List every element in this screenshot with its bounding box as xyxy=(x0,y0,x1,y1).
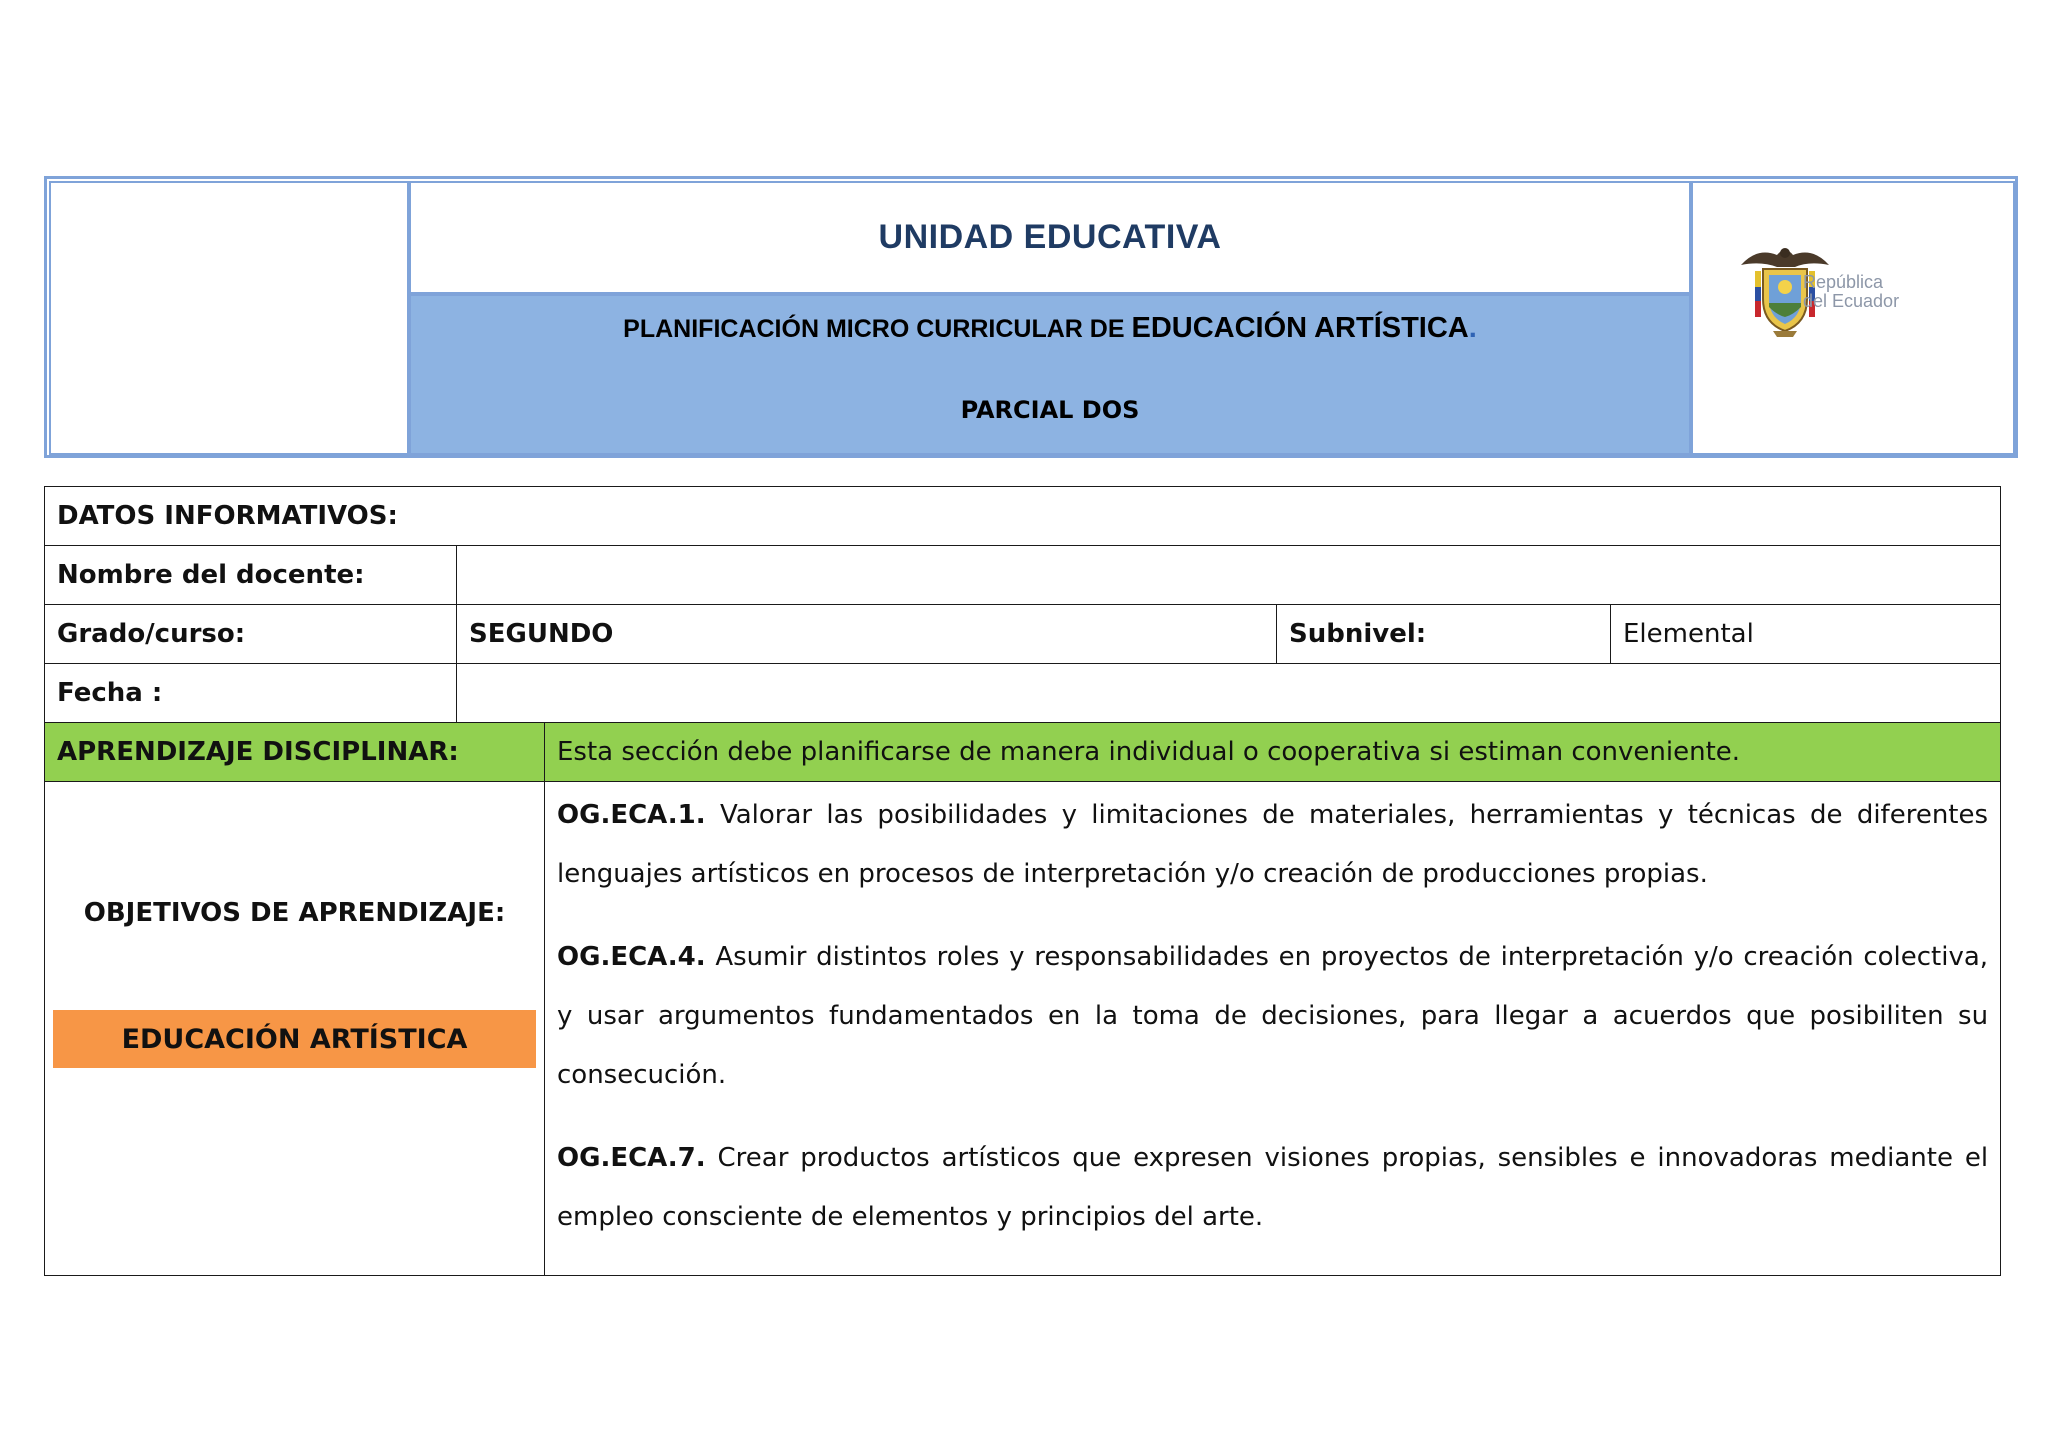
logo-line2: del Ecuador xyxy=(1803,291,1900,311)
subnivel-value[interactable]: Elemental xyxy=(1611,605,2001,664)
objective-item xyxy=(557,786,1988,904)
header-logo-cell xyxy=(1691,181,2015,455)
header-left-cell xyxy=(49,181,409,455)
docente-value[interactable] xyxy=(457,546,2001,605)
table-row xyxy=(45,546,2001,605)
objetivos-label-cell xyxy=(45,782,545,1276)
school-title: UNIDAD EDUCATIVA xyxy=(878,218,1222,256)
logo-line1: República xyxy=(1803,272,1884,292)
plan-title-part1: PLANIFICACIÓN MICRO CURRICULAR DE xyxy=(623,315,1132,343)
objective-item xyxy=(557,1129,1988,1247)
table-row xyxy=(45,782,2001,1276)
fecha-label: Fecha : xyxy=(45,664,457,723)
table-row xyxy=(45,664,2001,723)
objective-code: OG.ECA.7. xyxy=(557,1143,706,1173)
document-header xyxy=(44,176,2018,458)
datos-informativos-heading: DATOS INFORMATIVOS: xyxy=(45,487,2001,546)
partial-label: PARCIAL DOS xyxy=(960,396,1140,424)
plan-title-part2: EDUCACIÓN ARTÍSTICA xyxy=(1131,312,1469,344)
objetivos-list xyxy=(545,782,2001,1276)
republic-logo-text xyxy=(1803,273,1899,311)
header-subtitle-band xyxy=(409,294,1691,455)
grado-label: Grado/curso: xyxy=(45,605,457,664)
objective-code: OG.ECA.4. xyxy=(557,942,706,972)
aprendizaje-disciplinar-label: APRENDIZAJE DISCIPLINAR: xyxy=(45,723,545,782)
header-title-cell xyxy=(409,181,1691,294)
objective-item xyxy=(557,928,1988,1105)
table-row xyxy=(45,605,2001,664)
objective-text: Asumir distintos roles y responsabilidades en proyectos de interpretación y/o creación colectiva, y usar argumentos fundamentados en la toma de decisiones, para llegar a acuerdos que posibiliten su consecución. xyxy=(557,942,1989,1090)
grado-value[interactable]: SEGUNDO xyxy=(457,605,1277,664)
fecha-value[interactable] xyxy=(457,664,2001,723)
objetivos-title: OBJETIVOS DE APRENDIZAJE: xyxy=(83,898,506,928)
table-row xyxy=(45,487,2001,546)
aprendizaje-note: Esta sección debe planificarse de manera individual o cooperativa si estiman conveniente. xyxy=(545,723,2001,782)
docente-label: Nombre del docente: xyxy=(45,546,457,605)
table-row xyxy=(45,723,2001,782)
objective-code: OG.ECA.1. xyxy=(557,800,706,830)
informative-data-table xyxy=(44,486,2001,1276)
plan-title-dot: . xyxy=(1468,312,1477,344)
subnivel-label: Subnivel: xyxy=(1277,605,1611,664)
plan-title xyxy=(411,312,1689,345)
objective-text: Crear productos artísticos que expresen visiones propias, sensibles e innovadoras mediante el empleo consciente de elementos y principios del arte. xyxy=(557,1143,1989,1232)
subject-badge: EDUCACIÓN ARTÍSTICA xyxy=(53,1010,536,1068)
objective-text: Valorar las posibilidades y limitaciones de materiales, herramientas y técnicas de diferentes lenguajes artísticos en procesos de interpretación y/o creación de producciones propias. xyxy=(557,800,1989,889)
